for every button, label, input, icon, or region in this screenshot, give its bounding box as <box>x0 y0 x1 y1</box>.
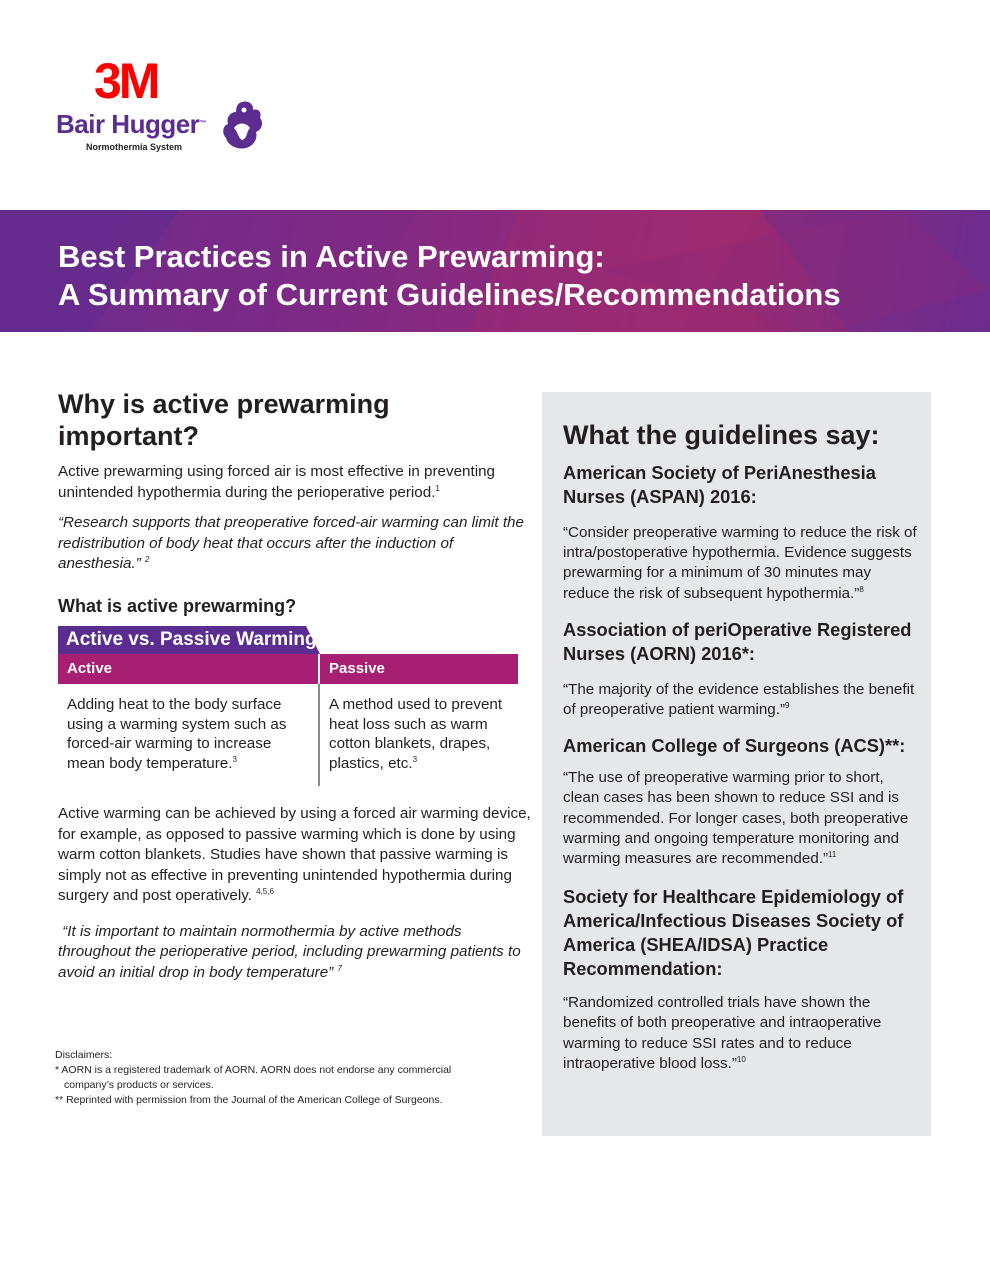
footnote-ref: 7 <box>337 963 342 973</box>
guideline-org: American Society of PeriAnesthesia Nurses (ASPAN) 2016: <box>563 462 876 507</box>
footnote-ref: 10 <box>736 1054 746 1064</box>
active-cell <box>58 684 320 786</box>
trademark-symbol: ™ <box>199 120 206 127</box>
guideline-quote <box>563 680 919 720</box>
guidelines-heading: What the guidelines say: <box>563 420 880 450</box>
table-header-row <box>58 654 518 684</box>
guideline-item <box>563 885 919 1074</box>
guideline-quote-text: “The use of preoperative warming prior to short, clean cases has been shown to reduce SSI and is recommended. For longer cases, both preoperative warming and ongoing temperature monitoring and warming measures are recommended.” <box>563 769 909 868</box>
intro-paragraph <box>58 462 530 503</box>
bear-hug-logo-icon <box>218 98 266 152</box>
disclaimers <box>55 1048 495 1108</box>
intro-text: Active prewarming using forced air is most effective in preventing unintended hypothermia during the perioperative period. <box>58 463 495 501</box>
passive-cell <box>320 684 518 786</box>
footnote-ref: 4,5,6 <box>256 886 274 896</box>
table-title-tab <box>58 626 320 654</box>
table-row <box>58 684 518 786</box>
footnote-ref: 11 <box>828 849 837 859</box>
disclaimers-label: Disclaimers: <box>55 1049 113 1061</box>
guideline-quote-text: “Randomized controlled trials have shown the benefits of both preoperative and intraoperative warming to reduce SSI rates and to reduce intraoperative blood loss.” <box>563 994 882 1072</box>
guideline-item <box>563 461 919 604</box>
what-heading: What is active prewarming? <box>58 595 297 616</box>
guideline-quote-text: “The majority of the evidence establishes the benefit of preoperative patient warming.” <box>563 680 915 719</box>
research-quote <box>58 513 530 575</box>
guideline-item <box>563 618 919 720</box>
research-quote-text: “Research supports that preoperative forced-air warming can limit the redistribution of body heat that occurs after the induction of anesthesia.” <box>58 514 524 572</box>
table-title: Active vs. Passive Warming <box>66 629 317 650</box>
footnote-ref: 9 <box>785 700 790 710</box>
footnote-ref: 3 <box>232 754 237 764</box>
column-header-passive: Passive <box>329 660 385 677</box>
guideline-quote-text: “Consider preoperative warming to reduce the risk of intra/postoperative hypothermia. Evidence suggests prewarming for a minimum of 30 minutes may reduce the risk of subsequent hypothermia.” <box>563 524 917 602</box>
left-column-lower <box>58 804 532 983</box>
footnote-ref: 3 <box>412 754 418 764</box>
guideline-quote <box>563 993 919 1074</box>
logo-subtitle: Normothermia System <box>86 142 183 152</box>
footnote-ref: 2 <box>144 554 150 564</box>
page-title-line-1: Best Practices in Active Prewarming: <box>58 239 605 274</box>
why-heading: Why is active prewarming important? <box>58 389 390 451</box>
active-warming-paragraph <box>58 804 532 907</box>
disclaimer-acs: ** Reprinted with permission from the Journal of the American College of Surgeons. <box>55 1094 443 1106</box>
left-column <box>58 388 530 617</box>
page-title <box>58 238 841 314</box>
guideline-org: Association of periOperative Registered Nurses (AORN) 2016*: <box>563 618 912 664</box>
guidelines-content <box>563 419 919 1074</box>
3m-logo-text: 3M <box>94 53 158 109</box>
guideline-quote <box>563 523 919 604</box>
footnote-ref: 8 <box>859 584 864 594</box>
column-header-active: Active <box>58 654 320 684</box>
guideline-item <box>563 734 919 869</box>
title-banner <box>0 210 990 332</box>
guideline-quote <box>563 768 919 869</box>
passive-description: A method used to prevent heat loss such as warm cotton blankets, drapes, plastics, etc. <box>329 696 503 772</box>
guidelines-panel <box>542 392 931 1136</box>
product-name: Bair Hugger <box>56 109 200 139</box>
normothermia-quote <box>58 922 532 984</box>
footnote-ref: 1 <box>435 483 440 493</box>
normothermia-quote-text: “It is important to maintain normothermia by active methods throughout the perioperative period, including prewarming patients to avoid an initial drop in body temperature” <box>58 922 521 981</box>
disclaimer-aorn-line-1: * AORN is a registered trademark of AORN. AORN does not endorse any commercial <box>55 1064 452 1076</box>
warming-comparison-table <box>58 626 520 786</box>
guideline-org: Society for Healthcare Epidemiology of America/Infectious Diseases Society of America (SHEA/IDSA) Practice Recommendation: <box>563 886 904 980</box>
bair-hugger-wordmark <box>56 110 206 138</box>
active-description: Adding heat to the body surface using a warming system such as forced-air warming to increase mean body temperature. <box>67 696 287 772</box>
active-warming-text: Active warming can be achieved by using a forced air warming device, for example, as opposed to passive warming which is done by using warm cotton blankets. Studies have shown that passive warming is simply not as effective in preventing unintended hypothermia during surgery and post operatively. <box>58 805 531 904</box>
page-title-line-2: A Summary of Current Guidelines/Recommendations <box>58 277 841 312</box>
bair-hugger-logo <box>56 53 286 166</box>
guideline-org: American College of Surgeons (ACS)**: <box>563 735 906 757</box>
disclaimer-aorn-line-2: company’s products or services. <box>64 1079 214 1091</box>
disclaimer-aorn <box>55 1063 495 1093</box>
